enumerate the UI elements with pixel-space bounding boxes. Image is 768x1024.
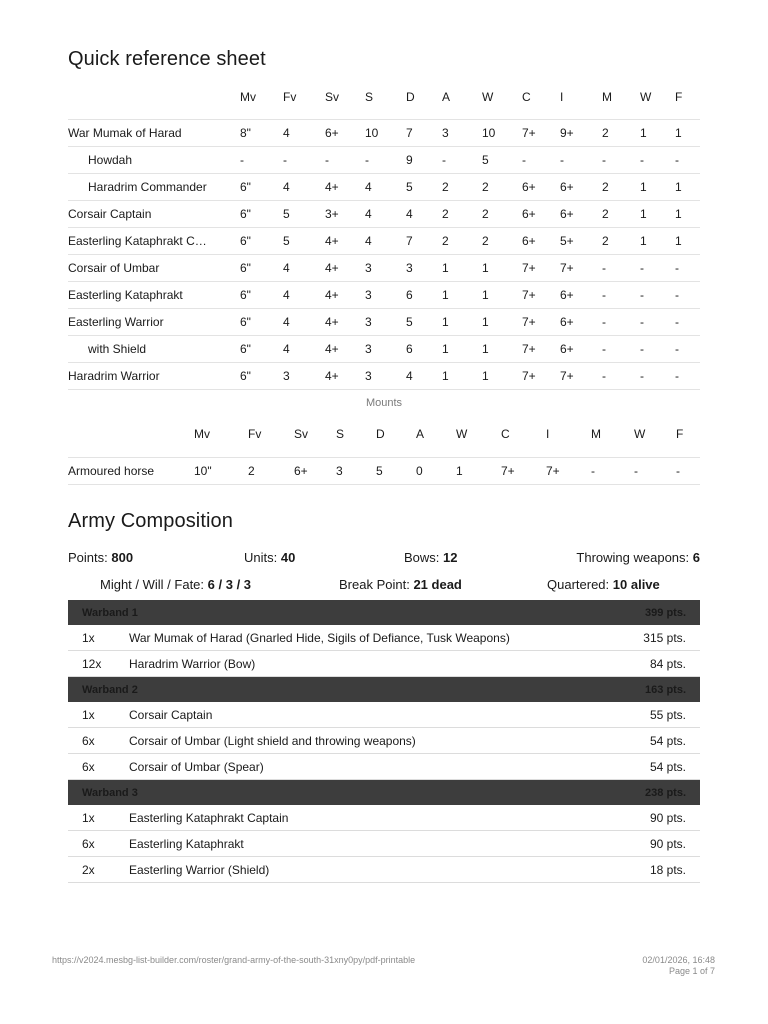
- stat-value: 6+: [560, 174, 602, 201]
- stat-value: 7: [406, 120, 442, 147]
- stat-header: M: [602, 90, 612, 104]
- stat-value: 4: [283, 309, 325, 336]
- stat-value: -: [602, 255, 640, 282]
- stat-value: 7+: [560, 255, 602, 282]
- stat-value: 7+: [560, 363, 602, 390]
- throwing-weapons-value: 6: [692, 550, 700, 565]
- stat-value: 1: [482, 336, 522, 363]
- quartered-summary: Quartered: 10 alive: [547, 577, 660, 592]
- stat-value: 4+: [325, 255, 365, 282]
- stat-header: A: [416, 427, 425, 441]
- stat-value: 1: [675, 120, 700, 147]
- stat-value: 6": [240, 228, 283, 255]
- stat-header: M: [591, 427, 601, 441]
- warband-header: [68, 780, 700, 806]
- stat-value: 2: [602, 120, 640, 147]
- stat-value: -: [640, 363, 675, 390]
- entry-quantity: 1x: [68, 702, 129, 728]
- quick-reference-title: Quick reference sheet: [68, 48, 266, 70]
- stat-value: -: [640, 282, 675, 309]
- stat-value: 6": [240, 309, 283, 336]
- stat-value: -: [560, 147, 602, 174]
- stat-value: -: [675, 363, 700, 390]
- entry-quantity: 12x: [68, 651, 129, 677]
- stat-value: 1: [442, 363, 482, 390]
- stat-value: -: [283, 147, 325, 174]
- army-composition-table: [68, 600, 700, 883]
- table-row: [68, 174, 700, 201]
- stat-value: 4: [283, 120, 325, 147]
- stat-value: 5: [283, 201, 325, 228]
- stat-header: Fv: [248, 427, 262, 441]
- entry-quantity: 6x: [68, 728, 129, 754]
- stat-value: 6+: [522, 201, 560, 228]
- stat-value: 2: [482, 201, 522, 228]
- warband-name: Warband 1: [68, 600, 612, 625]
- stat-value: 4+: [325, 228, 365, 255]
- stat-value: -: [442, 147, 482, 174]
- units-value: 40: [280, 550, 296, 565]
- list-item: [68, 754, 700, 780]
- stat-value: 6+: [522, 228, 560, 255]
- list-item: [68, 857, 700, 883]
- profile-name: Corsair Captain: [68, 201, 240, 228]
- stat-value: 6+: [560, 336, 602, 363]
- stat-value: -: [675, 282, 700, 309]
- profile-name: Howdah: [68, 147, 240, 174]
- stat-value: 3: [283, 363, 325, 390]
- stat-value: 6+: [294, 458, 336, 485]
- profile-name: Easterling Kataphrakt C…: [68, 228, 240, 255]
- stat-value: 6+: [522, 174, 560, 201]
- stat-value: 4+: [325, 174, 365, 201]
- stat-value: 6: [406, 282, 442, 309]
- stat-value: 6": [240, 363, 283, 390]
- stat-header: F: [676, 427, 684, 441]
- stat-value: 4: [283, 336, 325, 363]
- table-row: [68, 228, 700, 255]
- entry-description: Easterling Warrior (Shield): [129, 857, 612, 883]
- stat-header: W: [456, 427, 468, 441]
- stat-value: 6+: [325, 120, 365, 147]
- entry-description: Easterling Kataphrakt: [129, 831, 612, 857]
- entry-points: 55 pts.: [612, 702, 700, 728]
- entry-points: 90 pts.: [612, 831, 700, 857]
- entry-points: 18 pts.: [612, 857, 700, 883]
- points-value: 800: [111, 550, 134, 565]
- stat-value: 5+: [560, 228, 602, 255]
- stat-header: C: [501, 427, 510, 441]
- stat-value: -: [602, 363, 640, 390]
- entry-description: Corsair of Umbar (Spear): [129, 754, 612, 780]
- profile-name: Haradrim Commander: [68, 174, 240, 201]
- stat-value: 2: [442, 201, 482, 228]
- entry-description: Easterling Kataphrakt Captain: [129, 805, 612, 831]
- stat-value: 4+: [325, 363, 365, 390]
- stat-value: 5: [406, 174, 442, 201]
- list-item: [68, 831, 700, 857]
- footer-datetime: 02/01/2026, 16:48: [642, 955, 715, 965]
- entry-description: War Mumak of Harad (Gnarled Hide, Sigils of Defiance, Tusk Weapons): [129, 625, 612, 651]
- break-point-summary: Break Point: 21 dead: [339, 577, 462, 592]
- stat-value: 6": [240, 255, 283, 282]
- stat-value: 7+: [522, 363, 560, 390]
- bows-value: 12: [443, 550, 458, 565]
- stat-value: -: [640, 255, 675, 282]
- stat-value: 2: [602, 228, 640, 255]
- stat-value: -: [522, 147, 560, 174]
- stat-value: 4: [365, 201, 406, 228]
- stat-value: 7+: [522, 255, 560, 282]
- stat-value: -: [634, 458, 676, 485]
- stat-value: 7+: [522, 309, 560, 336]
- stat-value: 4: [365, 174, 406, 201]
- stat-value: 3+: [325, 201, 365, 228]
- stat-value: 4: [283, 255, 325, 282]
- stat-value: 4+: [325, 282, 365, 309]
- break-point-value: 21 dead: [413, 577, 462, 592]
- stat-header: F: [675, 90, 683, 104]
- stat-value: 0: [416, 458, 456, 485]
- entry-points: 90 pts.: [612, 805, 700, 831]
- warband-header: [68, 600, 700, 625]
- stat-value: -: [325, 147, 365, 174]
- stat-value: 3: [442, 120, 482, 147]
- quick-reference-table: [68, 84, 700, 390]
- stat-value: -: [602, 282, 640, 309]
- stat-value: -: [675, 309, 700, 336]
- table-row: [68, 147, 700, 174]
- list-item: [68, 625, 700, 651]
- stat-header: W: [482, 90, 494, 104]
- list-item: [68, 728, 700, 754]
- stat-value: 9+: [560, 120, 602, 147]
- stat-header: Mv: [194, 427, 210, 441]
- table-row: [68, 363, 700, 390]
- stat-header: I: [560, 90, 564, 104]
- entry-points: 54 pts.: [612, 754, 700, 780]
- stat-value: 1: [482, 363, 522, 390]
- stat-value: 2: [482, 174, 522, 201]
- entry-points: 54 pts.: [612, 728, 700, 754]
- stat-value: -: [675, 255, 700, 282]
- stat-value: -: [602, 147, 640, 174]
- might-will-fate-value: 6 / 3 / 3: [207, 577, 252, 592]
- stat-value: 1: [442, 255, 482, 282]
- stat-value: 1: [675, 174, 700, 201]
- stat-value: 3: [365, 363, 406, 390]
- quartered-value: 10 alive: [612, 577, 660, 592]
- stat-value: -: [640, 147, 675, 174]
- stat-value: 6": [240, 174, 283, 201]
- stat-value: 8": [240, 120, 283, 147]
- footer-page-number: Page 1 of 7: [668, 966, 715, 976]
- bows-summary: Bows: 12: [404, 550, 458, 565]
- table-row: [68, 458, 700, 485]
- stat-header: C: [522, 90, 531, 104]
- stat-value: 7+: [522, 336, 560, 363]
- stat-value: 3: [336, 458, 376, 485]
- profile-name: Corsair of Umbar: [68, 255, 240, 282]
- stat-value: 5: [283, 228, 325, 255]
- stat-value: 3: [365, 336, 406, 363]
- stat-header: S: [336, 427, 345, 441]
- stat-value: 7+: [546, 458, 591, 485]
- stat-value: 2: [482, 228, 522, 255]
- list-item: [68, 651, 700, 677]
- stat-value: 6+: [560, 282, 602, 309]
- stat-value: 6": [240, 336, 283, 363]
- entry-points: 315 pts.: [612, 625, 700, 651]
- stat-header: Sv: [294, 427, 309, 441]
- table-row: [68, 201, 700, 228]
- stat-value: 1: [442, 336, 482, 363]
- stat-value: 2: [442, 228, 482, 255]
- entry-quantity: 2x: [68, 857, 129, 883]
- points-summary: Points: 800: [68, 550, 134, 565]
- stat-header: W: [634, 427, 646, 441]
- stat-value: 3: [365, 255, 406, 282]
- stat-value: 4: [283, 282, 325, 309]
- stat-value: 1: [482, 282, 522, 309]
- stat-value: 10: [482, 120, 522, 147]
- stat-value: -: [675, 147, 700, 174]
- stat-value: -: [640, 336, 675, 363]
- stat-value: 2: [442, 174, 482, 201]
- stat-header: I: [546, 427, 550, 441]
- entry-points: 84 pts.: [612, 651, 700, 677]
- profile-name: with Shield: [68, 336, 240, 363]
- stat-value: 7+: [522, 120, 560, 147]
- stat-value: 1: [640, 174, 675, 201]
- stat-value: 6": [240, 282, 283, 309]
- table-row: [68, 309, 700, 336]
- footer-url[interactable]: https://v2024.mesbg-list-builder.com/roster/grand-army-of-the-south-31xny0py/pdf-printable: [52, 955, 416, 965]
- stat-value: 2: [248, 458, 294, 485]
- entry-quantity: 1x: [68, 805, 129, 831]
- stat-value: -: [365, 147, 406, 174]
- stat-value: 10": [194, 458, 248, 485]
- stat-header: Mv: [240, 90, 256, 104]
- stat-value: -: [640, 309, 675, 336]
- stat-value: 1: [640, 120, 675, 147]
- stat-value: 4: [406, 201, 442, 228]
- warband-points: 163 pts.: [612, 677, 700, 703]
- stat-value: 1: [482, 309, 522, 336]
- mounts-header-row: [68, 420, 700, 448]
- mounts-table: [68, 420, 700, 485]
- stat-value: 1: [640, 228, 675, 255]
- stat-value: 3: [365, 282, 406, 309]
- table-row: [68, 336, 700, 363]
- stat-header: D: [406, 90, 415, 104]
- stat-value: 4: [406, 363, 442, 390]
- stat-value: 3: [406, 255, 442, 282]
- profile-name: Haradrim Warrior: [68, 363, 240, 390]
- stat-value: 1: [482, 255, 522, 282]
- stat-value: 1: [442, 282, 482, 309]
- units-summary: Units: 40: [244, 550, 296, 565]
- stat-value: 5: [406, 309, 442, 336]
- profile-name: Easterling Kataphrakt: [68, 282, 240, 309]
- stat-value: 1: [675, 201, 700, 228]
- stat-value: 4+: [325, 336, 365, 363]
- stat-header: D: [376, 427, 385, 441]
- stat-value: 7+: [522, 282, 560, 309]
- stat-value: 1: [456, 458, 501, 485]
- stat-header: A: [442, 90, 451, 104]
- list-item: [68, 702, 700, 728]
- stats-header-row: [68, 84, 700, 110]
- entry-quantity: 1x: [68, 625, 129, 651]
- table-row: [68, 282, 700, 309]
- warband-points: 238 pts.: [612, 780, 700, 806]
- stat-value: 6+: [560, 309, 602, 336]
- mounts-label: Mounts: [365, 397, 403, 409]
- stat-value: -: [240, 147, 283, 174]
- entry-description: Haradrim Warrior (Bow): [129, 651, 612, 677]
- stat-value: 9: [406, 147, 442, 174]
- list-item: [68, 805, 700, 831]
- stat-value: 7+: [501, 458, 546, 485]
- stat-header: Sv: [325, 90, 340, 104]
- stat-value: 4: [283, 174, 325, 201]
- stat-value: 1: [640, 201, 675, 228]
- stat-value: -: [602, 336, 640, 363]
- stat-value: 2: [602, 201, 640, 228]
- stat-value: 6+: [560, 201, 602, 228]
- throwing-weapons-summary: Throwing weapons: 6: [576, 550, 700, 565]
- stat-value: 4+: [325, 309, 365, 336]
- warband-name: Warband 3: [68, 780, 612, 806]
- stat-value: 5: [482, 147, 522, 174]
- entry-quantity: 6x: [68, 831, 129, 857]
- mount-name: Armoured horse: [68, 458, 194, 485]
- warband-header: [68, 677, 700, 703]
- stat-value: 1: [675, 228, 700, 255]
- stat-header: S: [365, 90, 374, 104]
- stat-value: 1: [442, 309, 482, 336]
- profile-name: War Mumak of Harad: [68, 120, 240, 147]
- table-row: [68, 255, 700, 282]
- stat-value: 4: [365, 228, 406, 255]
- stat-header: Fv: [283, 90, 297, 104]
- stat-value: -: [676, 458, 700, 485]
- might-will-fate-summary: Might / Will / Fate: 6 / 3 / 3: [100, 577, 252, 592]
- stat-value: 10: [365, 120, 406, 147]
- stat-value: 5: [376, 458, 416, 485]
- stat-value: 7: [406, 228, 442, 255]
- stat-value: 2: [602, 174, 640, 201]
- profile-name: Easterling Warrior: [68, 309, 240, 336]
- stat-value: -: [602, 309, 640, 336]
- stat-value: 3: [365, 309, 406, 336]
- table-row: [68, 120, 700, 147]
- stat-header: W: [640, 90, 652, 104]
- stat-value: -: [675, 336, 700, 363]
- army-composition-title: Army Composition: [68, 510, 233, 532]
- warband-points: 399 pts.: [612, 600, 700, 625]
- entry-description: Corsair Captain: [129, 702, 612, 728]
- stat-value: -: [591, 458, 634, 485]
- entry-description: Corsair of Umbar (Light shield and throwing weapons): [129, 728, 612, 754]
- stat-value: 6": [240, 201, 283, 228]
- stat-value: 6: [406, 336, 442, 363]
- entry-quantity: 6x: [68, 754, 129, 780]
- warband-name: Warband 2: [68, 677, 612, 703]
